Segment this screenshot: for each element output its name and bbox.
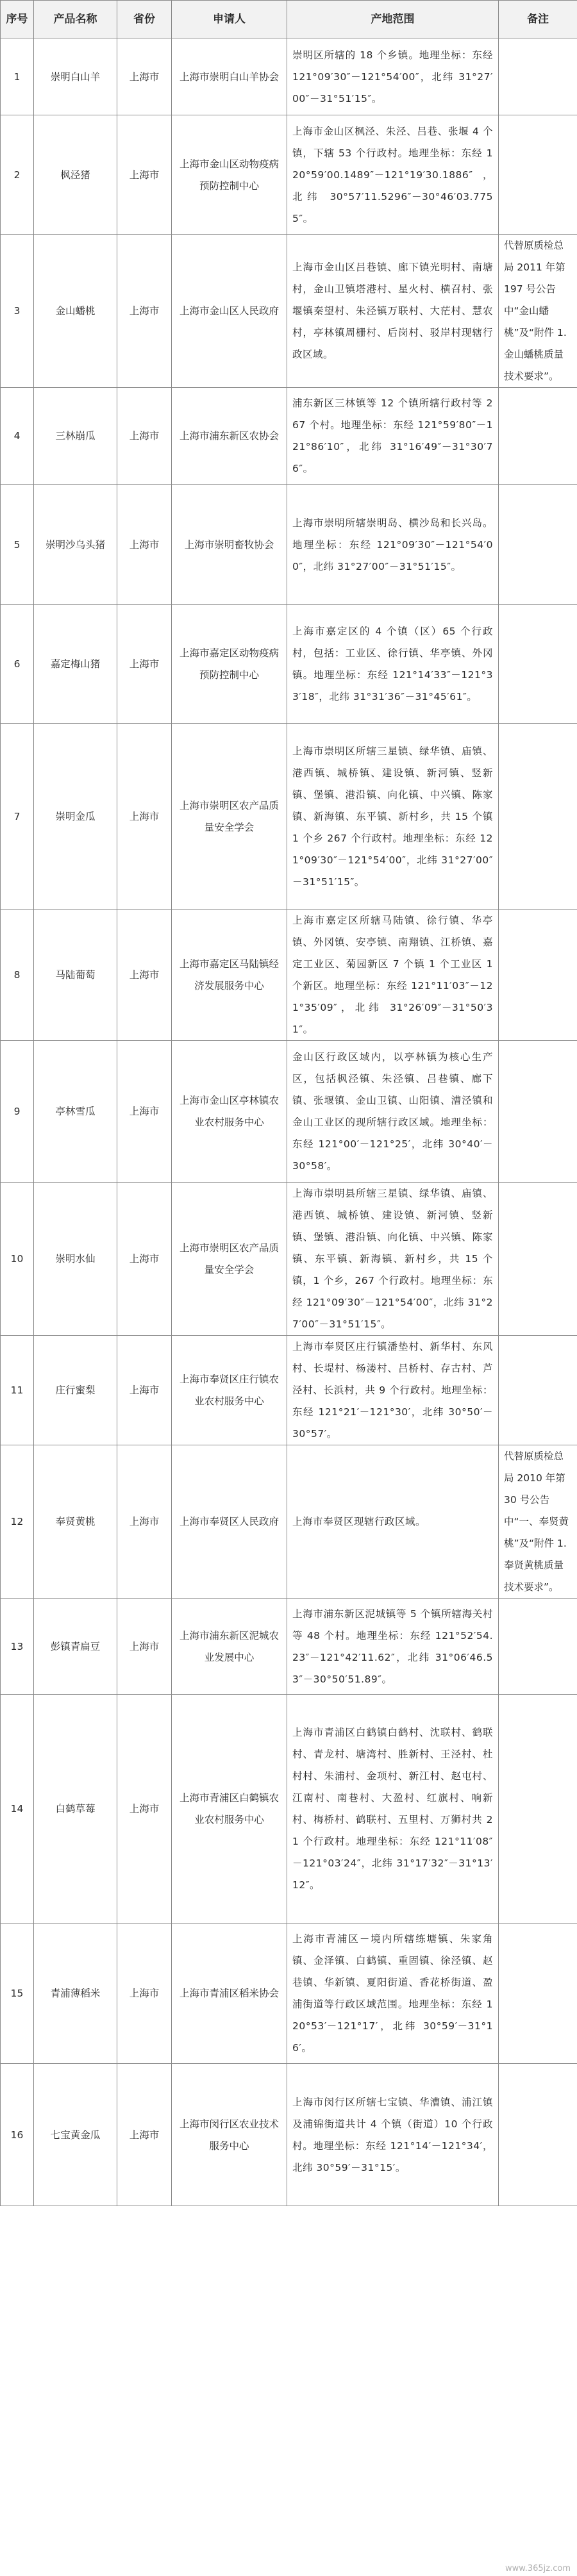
applicant-cell: 上海市奉贤区人民政府: [172, 1445, 287, 1599]
product-name-cell: 白鹤草莓: [34, 1695, 117, 1924]
product-name-cell: 马陆葡萄: [34, 910, 117, 1041]
production-area-cell: 上海市崇明所辖崇明岛、横沙岛和长兴岛。地理坐标：东经 121°09′30″－121°54′00″，北纬 31°27′00″－31°51′15″。: [287, 485, 499, 605]
note-cell: 代替原质检总局 2010 年第 30 号公告中“一、奉贤黄桃”及“附件 1.奉贤黄桃质量技术要求”。: [499, 1445, 577, 1599]
watermark: www.365jz.com: [505, 2564, 571, 2573]
note-cell: [499, 910, 577, 1041]
note-cell: [499, 724, 577, 910]
product-name-cell: 彭镇青扁豆: [34, 1599, 117, 1695]
province-cell: 上海市: [117, 724, 172, 910]
row-number-cell: 5: [1, 485, 34, 605]
table-row: [1, 910, 577, 1041]
note-cell: [499, 388, 577, 485]
note-cell: [499, 115, 577, 235]
province-cell: 上海市: [117, 485, 172, 605]
applicant-cell: 上海市闵行区农业技术服务中心: [172, 2064, 287, 2206]
production-area-cell: 上海市金山区枫泾、朱泾、吕巷、张堰 4 个镇，下辖 53 个行政村。地理坐标：东经 120°59′00.1489″－121°19′30.1886″，北纬 30°57′11.5296″－30°46′03.7755″。: [287, 115, 499, 235]
note-cell: [499, 1599, 577, 1695]
applicant-cell: 上海市嘉定区动物疫病预防控制中心: [172, 605, 287, 724]
production-area-cell: 上海市浦东新区泥城镇等 5 个镇所辖海关村等 48 个村。地理坐标：东经 121°52′54.23″－121°42′11.62″，北纬 31°06′46.53″－30°50′51.89″。: [287, 1599, 499, 1695]
row-number-cell: 4: [1, 388, 34, 485]
row-number-cell: 15: [1, 1924, 34, 2064]
table-row: [1, 1183, 577, 1336]
production-area-cell: 上海市崇明区所辖三星镇、绿华镇、庙镇、港西镇、城桥镇、建设镇、新河镇、竖新镇、堡镇、港沿镇、向化镇、中兴镇、陈家镇、新海镇、东平镇、新村乡，共 15 个镇 1 个乡 267 个行政村。地理坐标：东经 121°09′30″－121°54′00″，北纬 31°27′00″－31°51′15″。: [287, 724, 499, 910]
product-name-cell: 庄行蜜梨: [34, 1336, 117, 1445]
applicant-cell: 上海市奉贤区庄行镇农业农村服务中心: [172, 1336, 287, 1445]
province-cell: 上海市: [117, 388, 172, 485]
row-number-cell: 7: [1, 724, 34, 910]
note-cell: [499, 605, 577, 724]
applicant-cell: 上海市浦东新区农协会: [172, 388, 287, 485]
production-area-cell: 上海市闵行区所辖七宝镇、华漕镇、浦江镇及浦锦街道共计 4 个镇（街道）10 个行政村。地理坐标：东经 121°14′－121°34′，北纬 30°59′－31°15′。: [287, 2064, 499, 2206]
applicant-cell: 上海市金山区亭林镇农业农村服务中心: [172, 1041, 287, 1183]
province-cell: 上海市: [117, 1599, 172, 1695]
province-cell: 上海市: [117, 115, 172, 235]
province-cell: 上海市: [117, 1445, 172, 1599]
table-row: [1, 1041, 577, 1183]
row-number-cell: 1: [1, 38, 34, 115]
applicant-cell: 上海市崇明畜牧协会: [172, 485, 287, 605]
province-cell: 上海市: [117, 1041, 172, 1183]
production-area-cell: 上海市金山区吕巷镇、廊下镇光明村、南塘村，金山卫镇塔港村、星火村、横召村、张堰镇秦望村、朱泾镇万联村、大茫村、慧农村，亭林镇周栅村、后岗村、驳岸村现辖行政区域。: [287, 235, 499, 388]
applicant-cell: 上海市青浦区稻米协会: [172, 1924, 287, 2064]
product-name-cell: 三林崩瓜: [34, 388, 117, 485]
row-number-cell: 13: [1, 1599, 34, 1695]
row-number-cell: 12: [1, 1445, 34, 1599]
product-name-cell: 崇明白山羊: [34, 38, 117, 115]
note-cell: [499, 2064, 577, 2206]
row-number-cell: 10: [1, 1183, 34, 1336]
table-row: [1, 1695, 577, 1924]
note-cell: [499, 1924, 577, 2064]
table-header-row: [1, 1, 577, 38]
note-cell: [499, 1695, 577, 1924]
table-row: [1, 1924, 577, 2064]
production-area-cell: 上海市青浦区－境内所辖练塘镇、朱家角镇、金泽镇、白鹤镇、重固镇、徐泾镇、赵巷镇、华新镇、夏阳街道、香花桥街道、盈浦街道等行政区域范围。地理坐标：东经 120°53′－121°17′，北纬 30°59′－31°16′。: [287, 1924, 499, 2064]
province-cell: 上海市: [117, 910, 172, 1041]
table-row: [1, 2064, 577, 2206]
production-area-cell: 崇明区所辖的 18 个乡镇。地理坐标：东经 121°09′30″－121°54′00″，北纬 31°27′00″－31°51′15″。: [287, 38, 499, 115]
row-number-cell: 6: [1, 605, 34, 724]
applicant-cell: 上海市崇明区农产品质量安全学会: [172, 1183, 287, 1336]
row-number-cell: 2: [1, 115, 34, 235]
header-applicant: 申请人: [172, 1, 287, 38]
table-row: [1, 485, 577, 605]
table-row: [1, 115, 577, 235]
note-cell: 代替原质检总局 2011 年第 197 号公告中“金山蟠桃”及“附件 1.金山蟠桃质量技术要求”。: [499, 235, 577, 388]
table-row: [1, 1336, 577, 1445]
note-cell: [499, 38, 577, 115]
production-area-cell: 浦东新区三林镇等 12 个镇所辖行政村等 267 个村。地理坐标：东经 121°59′80″－121°86′10″，北纬 31°16′49″－31°30′76″。: [287, 388, 499, 485]
product-name-cell: 崇明水仙: [34, 1183, 117, 1336]
note-cell: [499, 1183, 577, 1336]
province-cell: 上海市: [117, 1183, 172, 1336]
header-province: 省份: [117, 1, 172, 38]
applicant-cell: 上海市嘉定区马陆镇经济发展服务中心: [172, 910, 287, 1041]
applicant-cell: 上海市崇明白山羊协会: [172, 38, 287, 115]
applicant-cell: 上海市崇明区农产品质量安全学会: [172, 724, 287, 910]
province-cell: 上海市: [117, 2064, 172, 2206]
product-name-cell: 枫泾猪: [34, 115, 117, 235]
province-cell: 上海市: [117, 1336, 172, 1445]
note-cell: [499, 485, 577, 605]
province-cell: 上海市: [117, 1924, 172, 2064]
province-cell: 上海市: [117, 38, 172, 115]
product-name-cell: 嘉定梅山猪: [34, 605, 117, 724]
product-name-cell: 奉贤黄桃: [34, 1445, 117, 1599]
applicant-cell: 上海市金山区动物疫病预防控制中心: [172, 115, 287, 235]
applicant-cell: 上海市青浦区白鹤镇农业农村服务中心: [172, 1695, 287, 1924]
table-row: [1, 38, 577, 115]
production-area-cell: 上海市奉贤区现辖行政区域。: [287, 1445, 499, 1599]
applicant-cell: 上海市金山区人民政府: [172, 235, 287, 388]
production-area-cell: 上海市嘉定区的 4 个镇（区）65 个行政村，包括：工业区、徐行镇、华亭镇、外冈镇。地理坐标：东经 121°14′33″－121°33′18″，北纬 31°31′36″－31°45′61″。: [287, 605, 499, 724]
applicant-cell: 上海市浦东新区泥城农业发展中心: [172, 1599, 287, 1695]
province-cell: 上海市: [117, 235, 172, 388]
row-number-cell: 16: [1, 2064, 34, 2206]
production-area-cell: 上海市奉贤区庄行镇潘垫村、新华村、东风村、长堤村、杨溇村、吕桥村、存古村、芦泾村、长浜村，共 9 个行政村。地理坐标：东经 121°21′－121°30′，北纬 30°50′－30°57′。: [287, 1336, 499, 1445]
row-number-cell: 11: [1, 1336, 34, 1445]
table-row: [1, 1599, 577, 1695]
table-row: [1, 605, 577, 724]
header-no: 序号: [1, 1, 34, 38]
header-note: 备注: [499, 1, 577, 38]
row-number-cell: 8: [1, 910, 34, 1041]
production-area-cell: 上海市嘉定区所辖马陆镇、徐行镇、华亭镇、外冈镇、安亭镇、南翔镇、江桥镇、嘉定工业区、菊园新区 7 个镇 1 个工业区 1 个新区。地理坐标：东经 121°11′03″－121°35′09″，北纬 31°26′09″－31°50′31″。: [287, 910, 499, 1041]
table-body: [1, 38, 577, 2206]
row-number-cell: 14: [1, 1695, 34, 1924]
province-cell: 上海市: [117, 605, 172, 724]
production-area-cell: 金山区行政区域内，以亭林镇为核心生产区，包括枫泾镇、朱泾镇、吕巷镇、廊下镇、张堰镇、金山卫镇、山阳镇、漕泾镇和金山工业区的现所辖行政区域。地理坐标：东经 121°00′－121°25′，北纬 30°40′－30°58′。: [287, 1041, 499, 1183]
product-name-cell: 青浦薄稻米: [34, 1924, 117, 2064]
table-row: [1, 724, 577, 910]
row-number-cell: 3: [1, 235, 34, 388]
table-row: [1, 1445, 577, 1599]
production-area-cell: 上海市崇明县所辖三星镇、绿华镇、庙镇、港西镇、城桥镇、建设镇、新河镇、竖新镇、堡镇、港沿镇、向化镇、中兴镇、陈家镇、东平镇、新海镇、新村乡，共 15 个镇，1 个乡，267 个行政村。地理坐标：东经 121°09′30″－121°54′00″，北纬 31°27′00″－31°51′15″。: [287, 1183, 499, 1336]
province-cell: 上海市: [117, 1695, 172, 1924]
note-cell: [499, 1041, 577, 1183]
header-production-area: 产地范围: [287, 1, 499, 38]
product-name-cell: 崇明沙乌头猪: [34, 485, 117, 605]
note-cell: [499, 1336, 577, 1445]
table-row: [1, 235, 577, 388]
product-name-cell: 亭林雪瓜: [34, 1041, 117, 1183]
product-name-cell: 金山蟠桃: [34, 235, 117, 388]
production-area-cell: 上海市青浦区白鹤镇白鹤村、沈联村、鹤联村、青龙村、塘湾村、胜新村、王泾村、杜村村、朱浦村、金项村、新江村、赵屯村、江南村、南巷村、大盈村、红旗村、响新村、梅桥村、鹤联村、五里村、万狮村共 21 个行政村。地理坐标：东经 121°11′08″－121°03′24″，北纬 31°17′32″－31°13′12″。: [287, 1695, 499, 1924]
row-number-cell: 9: [1, 1041, 34, 1183]
header-product-name: 产品名称: [34, 1, 117, 38]
product-name-cell: 七宝黄金瓜: [34, 2064, 117, 2206]
table-row: [1, 388, 577, 485]
product-name-cell: 崇明金瓜: [34, 724, 117, 910]
